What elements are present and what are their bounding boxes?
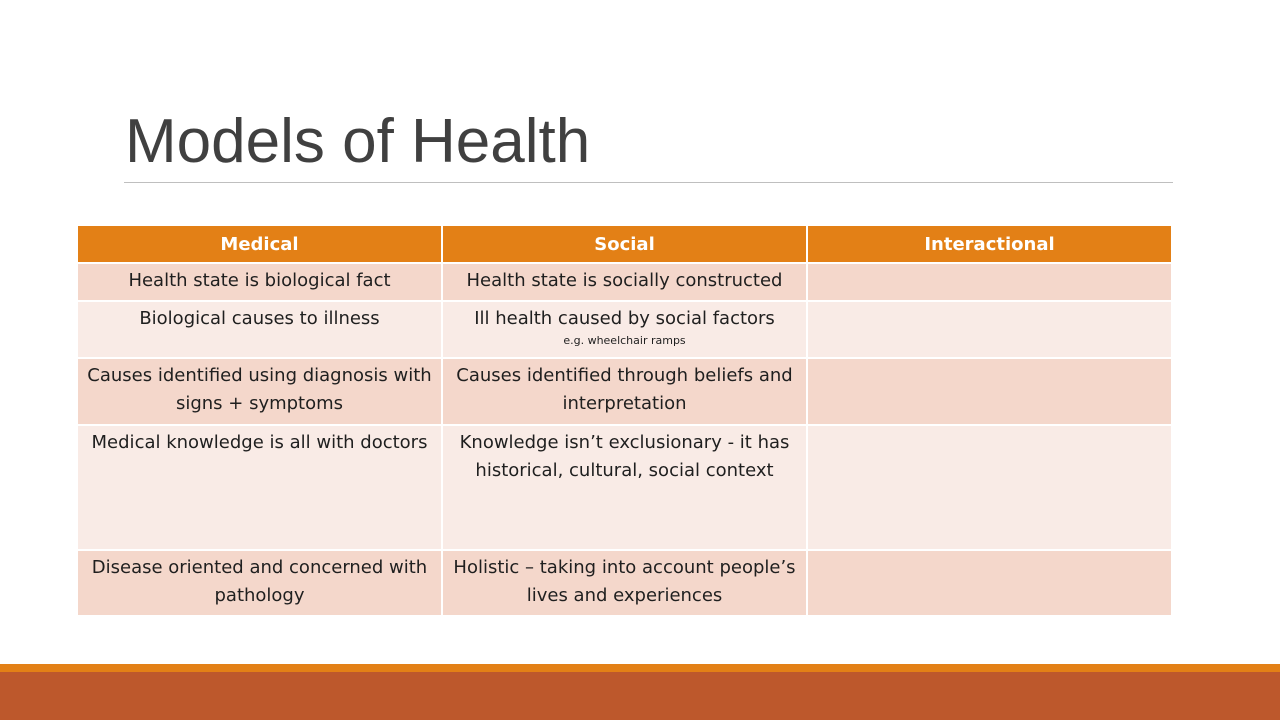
cell-interactional — [807, 550, 1172, 616]
cell-social — [442, 301, 807, 358]
cell-social: Holistic – taking into account people’s lives and experiences — [442, 550, 807, 616]
title-divider — [124, 182, 1173, 183]
cell-interactional — [807, 425, 1172, 550]
cell-interactional — [807, 358, 1172, 425]
slide-title: Models of Health — [125, 107, 591, 176]
cell-social-text: Ill health caused by social factors — [474, 308, 775, 329]
models-table — [76, 224, 1173, 617]
table-row — [77, 358, 1172, 425]
table-header-row — [77, 225, 1172, 263]
cell-medical: Medical knowledge is all with doctors — [77, 425, 442, 550]
cell-medical: Causes identified using diagnosis with signs + symptoms — [77, 358, 442, 425]
table-row — [77, 263, 1172, 301]
table-row — [77, 425, 1172, 550]
header-interactional: Interactional — [807, 225, 1172, 263]
cell-medical: Disease oriented and concerned with pathology — [77, 550, 442, 616]
table-row — [77, 301, 1172, 358]
cell-social: Causes identified through beliefs and interpretation — [442, 358, 807, 425]
cell-interactional — [807, 263, 1172, 301]
cell-interactional — [807, 301, 1172, 358]
header-medical: Medical — [77, 225, 442, 263]
cell-social-note: e.g. wheelchair ramps — [563, 334, 686, 347]
footer-accent-band — [0, 664, 1280, 672]
cell-social: Knowledge isn’t exclusionary - it has historical, cultural, social context — [442, 425, 807, 550]
table-row — [77, 550, 1172, 616]
cell-medical: Health state is biological fact — [77, 263, 442, 301]
cell-medical: Biological causes to illness — [77, 301, 442, 358]
models-table-container — [76, 224, 1171, 617]
cell-social: Health state is socially constructed — [442, 263, 807, 301]
footer-band — [0, 672, 1280, 720]
header-social: Social — [442, 225, 807, 263]
